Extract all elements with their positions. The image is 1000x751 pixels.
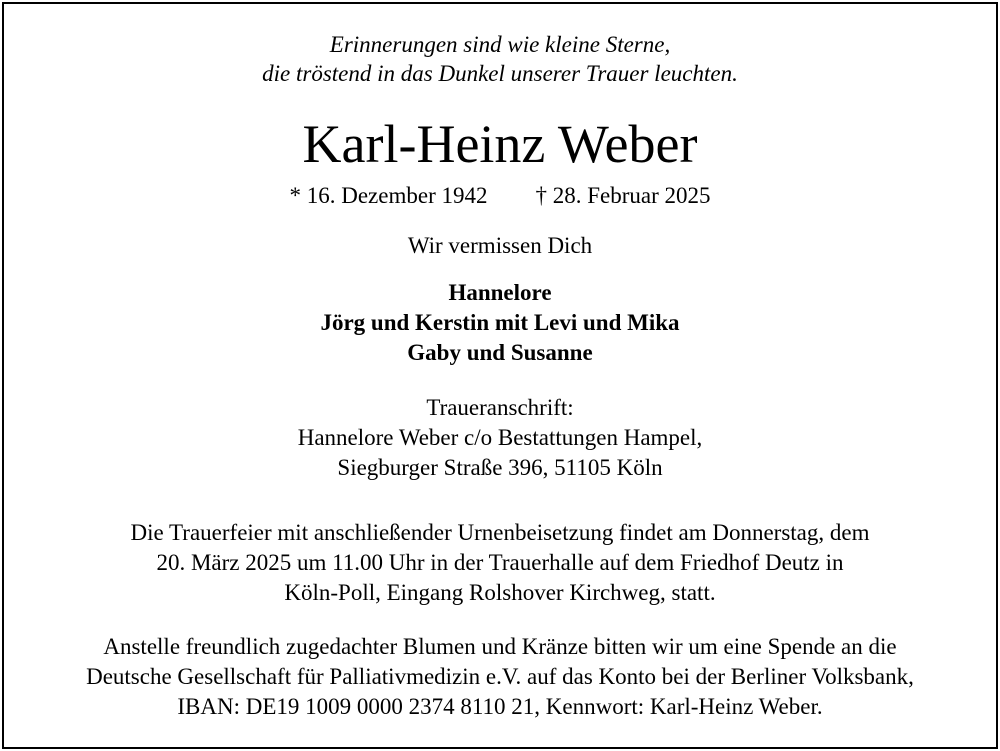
- ceremony-line: Die Trauerfeier mit anschließender Urnenbeisetzung findet am Donnerstag, dem: [130, 520, 870, 545]
- mourner-line: Jörg und Kerstin mit Levi und Mika: [320, 310, 680, 335]
- farewell-text: Wir vermissen Dich: [407, 233, 593, 258]
- address-heading: Traueranschrift:: [426, 395, 574, 420]
- donation-line: Deutsche Gesellschaft für Palliativmedizin e.V. auf das Konto bei der Berliner Volksbank,: [86, 664, 914, 689]
- ceremony-line: 20. März 2025 um 11.00 Uhr in der Trauerhalle auf dem Friedhof Deutz in: [156, 550, 844, 575]
- ceremony-line: Köln-Poll, Eingang Rolshover Kirchweg, statt.: [284, 580, 716, 605]
- address-line: Siegburger Straße 396, 51105 Köln: [337, 455, 663, 480]
- life-dates: [0, 184, 1000, 207]
- mourner-line: Hannelore: [448, 280, 552, 305]
- address-line: Hannelore Weber c/o Bestattungen Hampel,: [297, 425, 703, 450]
- death-date: † 28. Februar 2025: [535, 183, 711, 208]
- mourner-line: Gaby und Susanne: [407, 340, 593, 365]
- motto-line-2: die tröstend in das Dunkel unserer Trauer leuchten.: [262, 61, 738, 86]
- donation-line: Anstelle freundlich zugedachter Blumen und Kränze bitten wir um eine Spende an die: [103, 634, 897, 659]
- deceased-name: Karl-Heinz Weber: [302, 114, 698, 174]
- donation-line: IBAN: DE19 1009 0000 2374 8110 21, Kennwort: Karl-Heinz Weber.: [177, 694, 823, 719]
- motto-line-1: Erinnerungen sind wie kleine Sterne,: [329, 32, 671, 57]
- birth-date: * 16. Dezember 1942: [289, 183, 488, 208]
